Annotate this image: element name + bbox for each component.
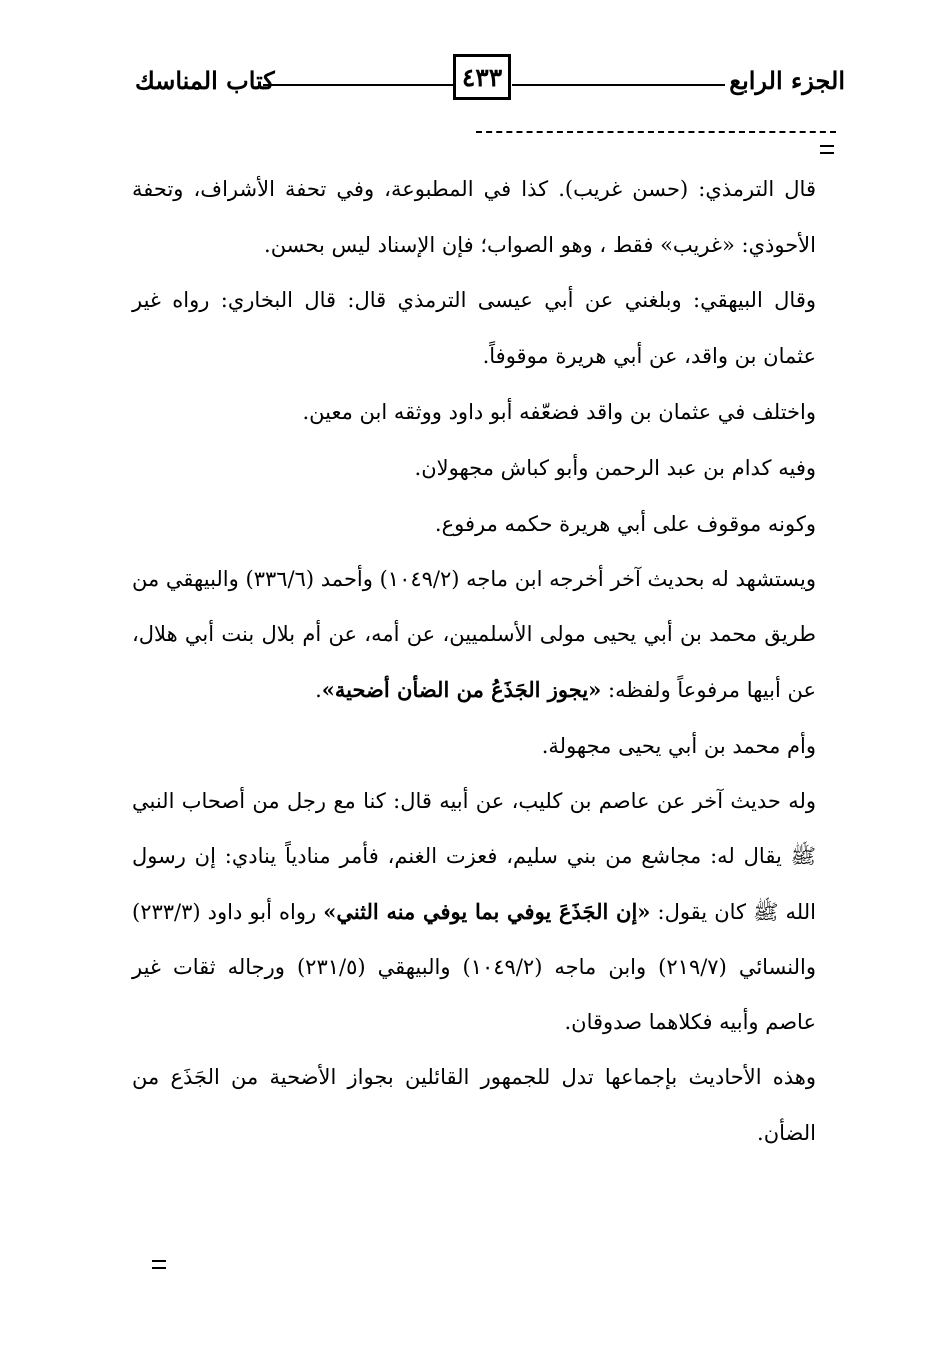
paragraph-text: وقال البيهقي: وبلغني عن أبي عيسى الترمذي قال: قال البخاري: رواه غير عثمان بن واقد، عن أبي هريرة موقوفاً.	[132, 288, 816, 368]
paragraph-text: وفيه كدام بن عبد الرحمن وأبو كباش مجهولان.	[414, 456, 816, 480]
paragraph-text: وهذه الأحاديث بإجماعها تدل للجمهور القائلين بجواز الأضحية من الجَذَع من الضأن.	[132, 1065, 816, 1145]
paragraph	[132, 440, 816, 496]
running-header	[135, 54, 845, 110]
paragraph	[132, 774, 816, 1050]
paragraph-text: واختلف في عثمان بن واقد فضعّفه أبو داود ووثقه ابن معين.	[302, 400, 816, 424]
hadith-quote: «يجوز الجَذَعُ من الضأن أضحية»	[321, 677, 602, 702]
paragraph-text: وأم محمد بن أبي يحيى مجهولة.	[541, 734, 816, 758]
paragraph	[132, 384, 816, 440]
hadith-quote: «إن الجَذَعَ يوفي بما يوفي منه الثني»	[323, 899, 651, 924]
paragraph-text: ويستشهد له بحديث آخر أخرجه ابن ماجه (١٠٤٩/٢) وأحمد (٣٣٦/٦) والبيهقي من طريق محمد بن أبي يحيى مولى الأسلميين، عن أمه، عن أم بلال بنت أبي هلال، عن أبيها مرفوعاً ولفظه:	[132, 567, 816, 702]
header-rule-left	[263, 84, 453, 86]
book-title: كتاب المناسك	[135, 66, 275, 95]
paragraph	[132, 552, 816, 718]
paragraph-text: قال الترمذي: (حسن غريب). كذا في المطبوعة، وفي تحفة الأشراف، وتحفة الأحوذي: «غريب» فقط ، وهو الصواب؛ فإن الإسناد ليس بحسن.	[132, 177, 816, 257]
paragraph-text-tail: رواه أبو داود (٢٣٣/٣) والنسائي (٢١٩/٧) وابن ماجه (١٠٤٩/٢) والبيهقي (٢٣١/٥) ورجاله ثقات غير عاصم وأبيه فكلاهما صدوقان.	[132, 900, 817, 1034]
paragraph	[132, 1050, 816, 1161]
page-number-box: ٤٣٣	[453, 54, 511, 100]
paragraph	[132, 496, 816, 552]
bottom-equals-mark	[152, 1260, 166, 1269]
paragraph	[132, 718, 816, 774]
paragraph-text: وله حديث آخر عن عاصم بن كليب، عن أبيه قال: كنا مع رجل من أصحاب النبي ﷺ يقال له: مجاشع من بني سليم، فعزت الغنم، فأمر منادياً ينادي: إن رسول الله ﷺ كان يقول:	[132, 789, 816, 924]
paragraph	[132, 273, 816, 384]
top-equals-mark	[820, 145, 834, 154]
header-rule-right	[512, 84, 725, 86]
header-dashed-divider	[476, 131, 836, 133]
paragraph-text-tail: .	[315, 678, 322, 702]
page-body	[132, 162, 816, 1161]
paragraph	[132, 162, 816, 273]
part-title: الجزء الرابع	[729, 66, 845, 95]
paragraph-text: وكونه موقوف على أبي هريرة حكمه مرفوع.	[434, 512, 816, 536]
